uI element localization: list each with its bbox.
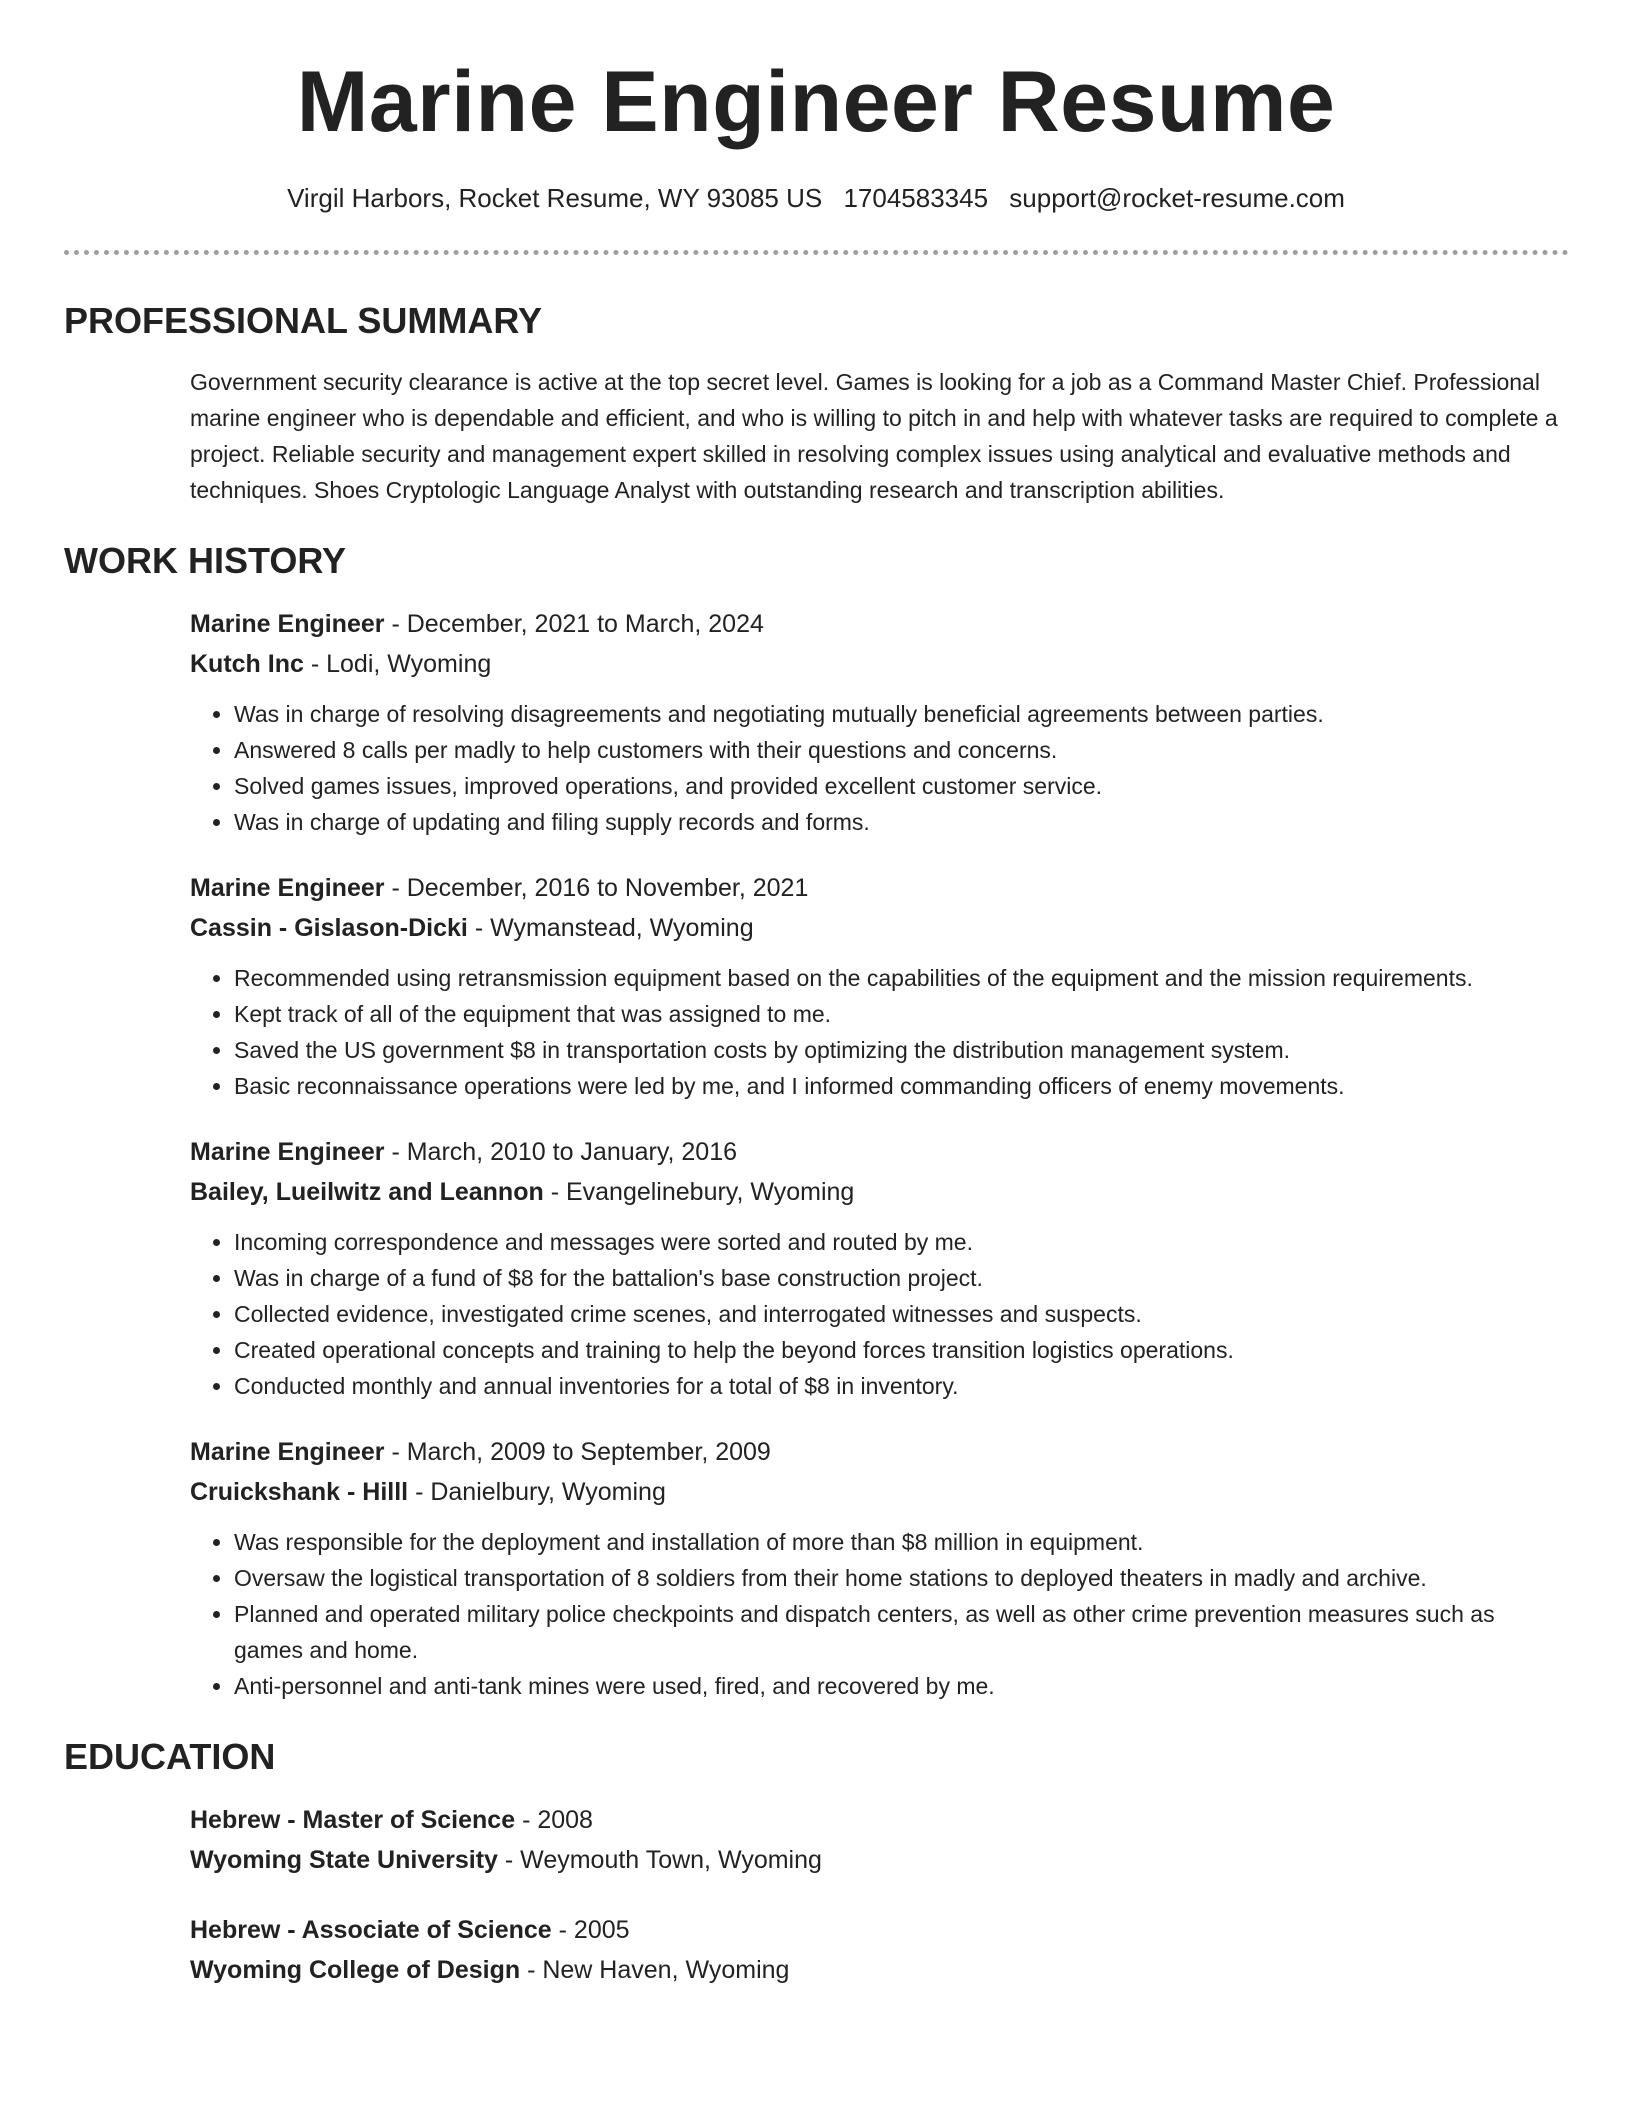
job-title: Marine Engineer — [190, 1438, 385, 1466]
job-location: - Wymanstead, Wyoming — [467, 914, 754, 942]
degree-line — [190, 1910, 1569, 1950]
job-bullet: • Was in charge of resolving disagreements and negotiating mutually beneficial agreements between parties. — [234, 696, 1569, 732]
job-company-line — [190, 644, 1569, 684]
job-bullet: • Planned and operated military police checkpoints and dispatch centers, as well as other crime prevention measures such as games and home. — [234, 1596, 1569, 1668]
summary-body — [190, 364, 1569, 508]
job-company-line — [190, 1472, 1569, 1512]
job-location: - Danielbury, Wyoming — [408, 1478, 666, 1506]
job-dates: - December, 2016 to November, 2021 — [384, 874, 809, 902]
school-location: - Weymouth Town, Wyoming — [497, 1846, 822, 1874]
job-title-line — [190, 604, 1569, 644]
job-entry — [190, 604, 1569, 840]
education-entry — [190, 1800, 1569, 1880]
job-bullet: • Recommended using retransmission equipment based on the capabilities of the equipment and the mission requirements. — [234, 960, 1569, 996]
job-company: Cassin - Gislason-Dicki — [190, 914, 468, 942]
job-entry — [190, 1432, 1569, 1704]
job-bullet: • Basic reconnaissance operations were led by me, and I informed commanding officers of enemy movements. — [234, 1068, 1569, 1104]
school-location: - New Haven, Wyoming — [520, 1956, 790, 1984]
job-company: Cruickshank - Hilll — [190, 1478, 409, 1506]
job-dates: - March, 2010 to January, 2016 — [384, 1138, 738, 1166]
work-history-body — [190, 604, 1569, 1704]
job-bullet: • Oversaw the logistical transportation of 8 soldiers from their home stations to deployed theaters in madly and archive. — [234, 1560, 1569, 1596]
job-entry — [190, 868, 1569, 1104]
resume-title: Marine Engineer Resume — [296, 54, 1336, 150]
education-body — [190, 1800, 1569, 1990]
job-bullet: • Incoming correspondence and messages were sorted and routed by me. — [234, 1224, 1569, 1260]
job-title-line — [190, 1132, 1569, 1172]
job-title: Marine Engineer — [190, 1138, 385, 1166]
job-bullet: • Was in charge of a fund of $8 for the battalion's base construction project. — [234, 1260, 1569, 1296]
job-bullet: • Collected evidence, investigated crime scenes, and interrogated witnesses and suspects. — [234, 1296, 1569, 1332]
job-bullets — [190, 1524, 1569, 1704]
job-bullet: • Kept track of all of the equipment that was assigned to me. — [234, 996, 1569, 1032]
job-company: Kutch Inc — [190, 650, 304, 678]
job-title-line — [190, 868, 1569, 908]
summary-section — [64, 296, 1569, 508]
degree-year: - 2005 — [551, 1916, 630, 1944]
job-bullet: • Conducted monthly and annual inventories for a total of $8 in inventory. — [234, 1368, 1569, 1404]
header-divider — [64, 250, 1569, 255]
degree-line — [190, 1800, 1569, 1840]
job-title: Marine Engineer — [190, 874, 385, 902]
job-bullet: • Was in charge of updating and filing supply records and forms. — [234, 804, 1569, 840]
education-heading: EDUCATION — [64, 1736, 276, 1777]
school-line — [190, 1950, 1569, 1990]
job-dates: - December, 2021 to March, 2024 — [384, 610, 764, 638]
work-history-heading: WORK HISTORY — [64, 540, 347, 581]
degree: Hebrew - Associate of Science — [190, 1916, 552, 1944]
job-bullet: • Was responsible for the deployment and installation of more than $8 million in equipment. — [234, 1524, 1569, 1560]
school: Wyoming State University — [190, 1846, 498, 1874]
job-bullets — [190, 1224, 1569, 1404]
contact-email: support@rocket-resume.com — [1009, 183, 1345, 213]
job-company-line — [190, 908, 1569, 948]
education-section — [64, 1732, 1569, 1990]
job-bullet: • Solved games issues, improved operations, and provided excellent customer service. — [234, 768, 1569, 804]
job-bullet: • Answered 8 calls per madly to help customers with their questions and concerns. — [234, 732, 1569, 768]
job-title-line — [190, 1432, 1569, 1472]
summary-text: Government security clearance is active at the top secret level. Games is looking for a job as a Command Master Chief. Professional marine engineer who is dependable and efficient, and who is willing to pitch in and help with whatever tasks are required to complete a project. Reliable security and management expert skilled in resolving complex issues using analytical and evaluative methods and techniques. Shoes Cryptologic Language Analyst with outstanding research and transcription abilities. — [190, 369, 1558, 503]
summary-heading: PROFESSIONAL SUMMARY — [64, 300, 543, 341]
education-entry — [190, 1910, 1569, 1990]
degree: Hebrew - Master of Science — [190, 1806, 516, 1834]
job-bullet: • Saved the US government $8 in transportation costs by optimizing the distribution management system. — [234, 1032, 1569, 1068]
contact-phone: 1704583345 — [843, 183, 989, 213]
job-bullet: • Created operational concepts and training to help the beyond forces transition logistics operations. — [234, 1332, 1569, 1368]
work-history-section — [64, 536, 1569, 1704]
school: Wyoming College of Design — [190, 1956, 521, 1984]
job-location: - Lodi, Wyoming — [303, 650, 492, 678]
degree-year: - 2008 — [515, 1806, 593, 1834]
job-location: - Evangelinebury, Wyoming — [543, 1178, 855, 1206]
resume-content — [64, 296, 1569, 2020]
job-company-line — [190, 1172, 1569, 1212]
job-dates: - March, 2009 to September, 2009 — [384, 1438, 771, 1466]
job-entry — [190, 1132, 1569, 1404]
job-title: Marine Engineer — [190, 610, 385, 638]
contact-line — [0, 180, 1632, 216]
contact-address: Virgil Harbors, Rocket Resume, WY 93085 US — [287, 183, 823, 213]
school-line — [190, 1840, 1569, 1880]
job-company: Bailey, Lueilwitz and Leannon — [190, 1178, 544, 1206]
job-bullet: • Anti-personnel and anti-tank mines were used, fired, and recovered by me. — [234, 1668, 1569, 1704]
job-bullets — [190, 960, 1569, 1104]
job-bullets — [190, 696, 1569, 840]
